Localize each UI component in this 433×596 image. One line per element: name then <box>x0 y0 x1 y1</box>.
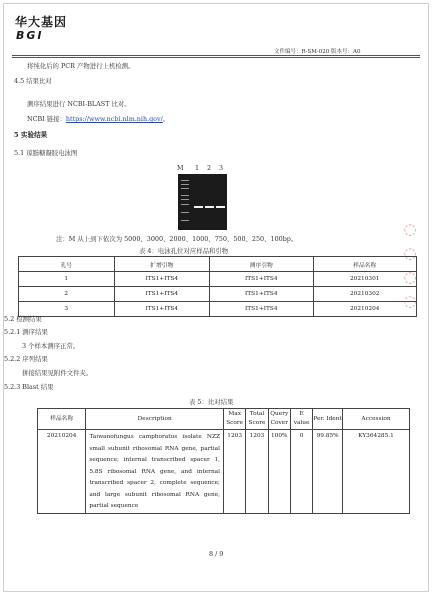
accession-cell: KY364285.1 <box>343 430 410 514</box>
table-header-cell: Query Cover <box>268 409 290 430</box>
table-header-row <box>19 257 417 272</box>
table-cell: 0 <box>290 430 312 514</box>
table-header-row <box>38 409 410 430</box>
table-cell: 20210301 <box>313 272 417 287</box>
ncbi-label: NCBI 链接： <box>27 115 66 123</box>
blast-result-table <box>37 408 410 514</box>
report-page <box>3 3 429 592</box>
ncbi-end: 。 <box>162 115 170 123</box>
table-header-cell: 扩增引物 <box>114 257 210 272</box>
section-5-2-3-title: 5.2.3 Blast 结果 <box>4 383 54 391</box>
section-5-2-2-title: 5.2.2 序列结果 <box>4 355 48 363</box>
table-header-cell: Description <box>86 409 224 430</box>
header-divider-secondary <box>12 57 420 58</box>
gel-lane-label: 2 <box>207 164 212 172</box>
header-divider <box>12 55 420 56</box>
table-cell: 1203 <box>246 430 268 514</box>
table-header-cell: Per. Ident <box>313 409 343 430</box>
table-cell: ITS1+ITS4 <box>210 287 313 302</box>
table-header-cell: 样品名称 <box>38 409 86 430</box>
marker-band <box>181 204 189 205</box>
sample-band <box>194 206 203 208</box>
table-cell: ITS1+ITS4 <box>210 272 313 287</box>
section-5-title: 5 实验结果 <box>14 131 48 139</box>
agarose-gel-image <box>178 174 227 230</box>
pcr-note: 将纯化后的 PCR 产物进行上机检测。 <box>27 62 135 70</box>
table-row <box>19 272 417 287</box>
table-cell: ITS1+ITS4 <box>114 287 210 302</box>
table-header-cell: Max Score <box>224 409 246 430</box>
marker-band <box>181 220 189 221</box>
table-cell: 3 <box>19 302 115 317</box>
gel-lane-label: 1 <box>195 164 200 172</box>
sample-primer-table <box>18 256 417 317</box>
marker-band <box>181 195 189 196</box>
table-row <box>38 430 410 514</box>
table-cell: 20210302 <box>313 287 417 302</box>
table-cell: 1 <box>19 272 115 287</box>
marker-band <box>181 180 189 181</box>
assembly-note: 拼接结果见附件文件夹。 <box>22 369 93 377</box>
document-number: 文件编号：R-SM-020 版本号：A0 <box>274 49 361 55</box>
description-cell: Taiwanofungus camphoratus isolate NZZ small subunit ribosomal RNA gene, partial sequence; internal transcribed spacer 1, 5.8S ribosomal RNA gene, and internal transcribed spacer 2, complete sequence; and large subunit ribosomal RNA gene, partial sequence <box>86 430 224 514</box>
table-header-cell: E value <box>290 409 312 430</box>
table-cell: ITS1+ITS4 <box>114 272 210 287</box>
table-header-cell: 样品名称 <box>313 257 417 272</box>
section-5-2-title: 5.2 检测结果 <box>4 315 42 323</box>
ncbi-line <box>27 114 169 123</box>
gel-lane-label: 3 <box>219 164 224 172</box>
table-cell: 20210204 <box>38 430 86 514</box>
page-number: 8 / 9 <box>209 550 224 558</box>
table-4-caption: 表 4：电泳孔位对应样品和引物 <box>139 247 229 255</box>
sample-band <box>216 206 225 208</box>
table-5-caption: 表 5：比对结果 <box>189 398 234 406</box>
table-row <box>19 302 417 317</box>
marker-band <box>181 212 189 213</box>
table-cell: ITS1+ITS4 <box>210 302 313 317</box>
table-header-cell: 孔号 <box>19 257 115 272</box>
table-cell: 99.85% <box>313 430 343 514</box>
table-header-cell: 测序引物 <box>210 257 313 272</box>
table-cell: 1203 <box>224 430 246 514</box>
marker-note: 注：M 从上到下依次为 5000、3000、2000、1000、750、500、250、100bp。 <box>56 235 298 243</box>
table-cell: 20210204 <box>313 302 417 317</box>
table-cell: 2 <box>19 287 115 302</box>
table-header-cell: Total Score <box>246 409 268 430</box>
table-row <box>19 287 417 302</box>
marker-band <box>181 188 189 189</box>
table-cell: 100% <box>268 430 290 514</box>
section-4-5-title: 4.5 结果比对 <box>14 77 52 85</box>
table-header-cell: Accession <box>343 409 410 430</box>
ncbi-link[interactable]: https://www.ncbi.nlm.nih.gov/ <box>65 115 163 123</box>
blast-note: 测序结果进行 NCBI-BLAST 比对。 <box>27 100 131 108</box>
company-logo-cn: 华大基因 <box>15 15 68 29</box>
marker-band <box>181 184 189 185</box>
sequencing-note: 3 个样本测序正常。 <box>22 342 80 350</box>
sample-band <box>205 206 214 208</box>
company-logo-en: BGI <box>16 29 44 42</box>
section-5-2-1-title: 5.2.1 测序结果 <box>4 328 48 336</box>
red-seal-stamp: ◌ ◌ ◌ ◌ <box>403 220 417 310</box>
section-5-1-title: 5.1 琼脂糖凝胶电泳图 <box>14 149 78 157</box>
marker-band <box>181 199 189 200</box>
gel-lane-label: M <box>177 164 184 172</box>
table-cell: ITS1+ITS4 <box>114 302 210 317</box>
